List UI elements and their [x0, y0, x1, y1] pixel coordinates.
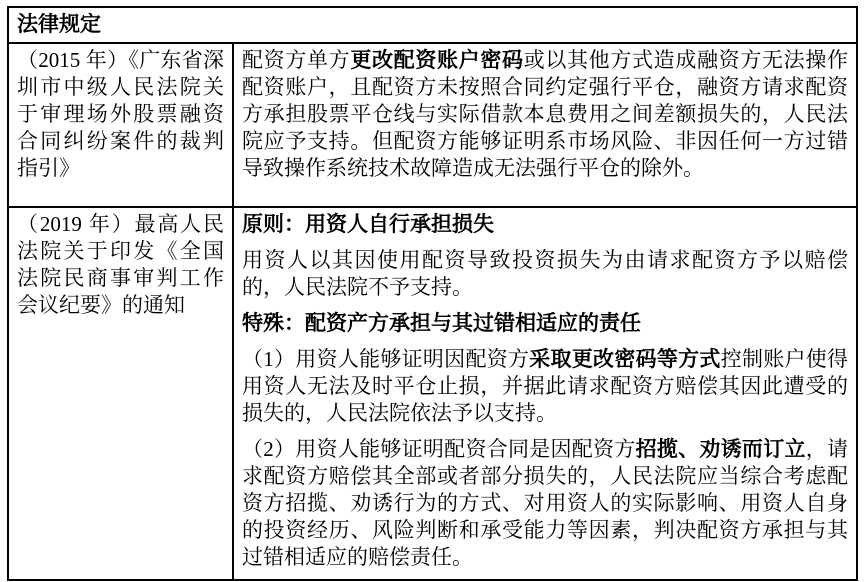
text-segment: （2015 年）《广东省深圳市中级人民法院关于审理场外股票融资合同纠纷案件的裁判指引》: [17, 48, 224, 180]
legal-provisions-table: [7, 6, 858, 581]
text-segment: 控制账户使得用资人无法及时平仓止损，并据此请求配资方赔偿其因此遭受的损失的，人民法院依法予以支持。: [242, 347, 849, 425]
text-segment: （2019 年）最高人民法院关于印发《全国法院民商事审判工作会议纪要》的通知: [17, 212, 224, 317]
provision-paragraph: [242, 47, 848, 182]
text-segment: ，请求配资方赔偿其全部或者部分损失的，人民法院应当综合考虑配资方招揽、劝诱行为的方式、对用资人的实际影响、用资人自身的投资经历、风险判断和承受能力等因素，判决配资方承担与其过错相适应的赔偿责任。: [242, 437, 849, 569]
text-segment: （2）用资人能够证明配资合同是因配资方: [242, 437, 636, 461]
source-cell-2019-minutes: [8, 207, 233, 580]
text-segment-bold: 更改配资账户密码: [350, 48, 524, 72]
exception-item-1-paragraph: [242, 346, 848, 427]
principle-paragraph: [242, 211, 848, 238]
provision-cell-2015: [233, 43, 857, 207]
text-segment-bold: 招揽、劝诱而订立: [635, 437, 806, 461]
exception-item-2-paragraph: [242, 436, 848, 571]
table-title-text: 法律规定: [17, 12, 101, 36]
table-header-row: [8, 7, 857, 43]
text-segment-bold: 特殊：配资产方承担与其过错相适应的责任: [242, 311, 641, 335]
source-cell-2015-guideline: [8, 43, 233, 207]
text-segment: （1）用资人能够证明因配资方: [242, 347, 530, 371]
text-segment: 或以其他方式造成融资方无法操作配资账户，且配资方未按照合同约定强行平仓，融资方请求配资方承担股票平仓线与实际借款本息费用之间差额损失的，人民法院应予支持。但配资方能够证明系市场风险、非因任何一方过错导致操作系统技术故障造成无法强行平仓的除外。: [242, 48, 849, 180]
source-text-2019: [17, 211, 224, 319]
table-row-2015: [8, 43, 857, 207]
table-row-2019: [8, 207, 857, 580]
text-segment-bold: 采取更改密码等方式: [529, 347, 721, 371]
text-segment: 用资人以其因使用配资导致投资损失为由请求配资方予以赔偿的，人民法院不予支持。: [242, 248, 848, 299]
source-text-2015: [17, 47, 224, 182]
text-segment: 配资方单方: [242, 48, 351, 72]
exception-paragraph: [242, 310, 848, 337]
table-title: [8, 7, 857, 43]
principle-detail-paragraph: [242, 247, 848, 301]
provision-cell-2019: [233, 207, 857, 580]
text-segment-bold: 原则：用资人自行承担损失: [242, 212, 494, 236]
